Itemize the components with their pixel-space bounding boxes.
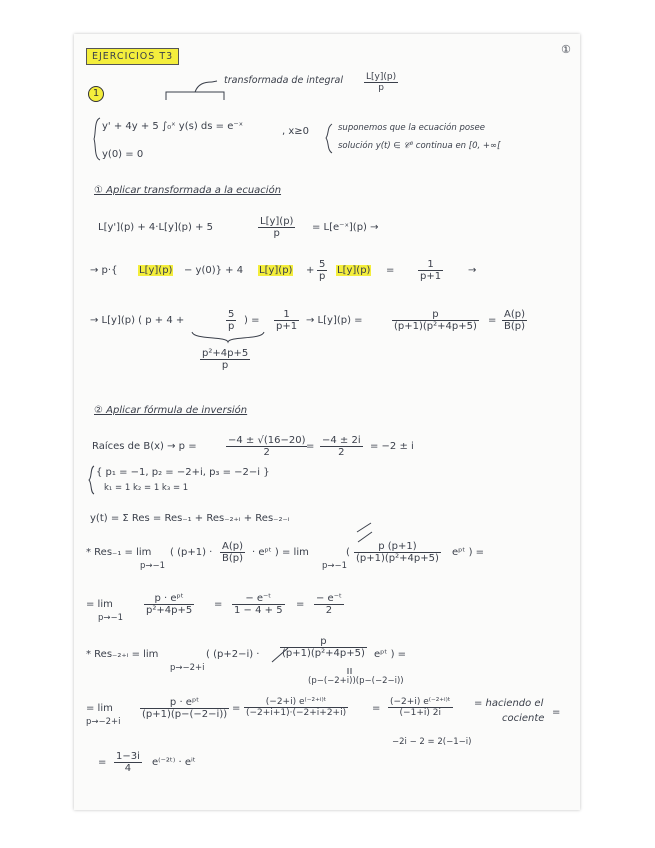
step1-line2-five-over-p: $\frac{5}{p}$: [319, 259, 326, 282]
res1-limit-sub: p→−1: [140, 561, 166, 571]
step1-underbrace-fraction: $\frac{\text{p²+4p+5}}{p}$: [202, 348, 249, 371]
roots-eq: =: [306, 441, 315, 452]
step1-line2-term3: L[y](p): [337, 265, 371, 276]
res2-factor: ( (p+2−i) ·: [206, 649, 260, 660]
res2b-lim: = lim: [86, 703, 113, 714]
residue-sum-line: y(t) = Σ Res = Res₋₁ + Res₋₂₊ᵢ + Res₋₂₋ᵢ: [90, 513, 290, 524]
roots-result: = −2 ± i: [370, 441, 414, 452]
step1-line2-rhs: $\frac{1}{p+1}$: [420, 259, 442, 282]
final-eq: =: [98, 757, 107, 768]
multiplicity-line: k₁ = 1 k₂ = 1 k₃ = 1: [104, 483, 189, 493]
page-title: EJERCICIOS T3: [86, 48, 179, 65]
res2b-eq: =: [232, 703, 241, 714]
res2b-note-2: cociente: [502, 713, 545, 724]
res2-exp: eᵖᵗ ) =: [374, 649, 407, 660]
roots-fraction: $\frac{-4 \pm √(16-20)}{2}$: [228, 435, 306, 458]
res1-close: eᵖᵗ ) =: [452, 547, 485, 558]
final-exponentials: e⁽⁻²ᵗ⁾ · eⁱᵗ: [152, 757, 196, 768]
step1-line3-result-fraction: $\frac{p}{\text{(p+1)(p²+4p+5)}}$: [394, 309, 477, 332]
res1-expanded-fraction: $\frac{p (p+1)}{\text{(p+1)(p²+4p+5)}}$: [356, 541, 439, 564]
annotation-fraction: $\frac{L[y](p)}{p}$: [366, 72, 397, 93]
step1-line3-ab-fraction: $\frac{A(p)}{B(p)}$: [504, 309, 526, 332]
res2b-calc: −2i − 2 = 2(−1−i): [392, 737, 472, 747]
res2-factorization: (p−(−2+i))(p−(−2−i)): [308, 676, 404, 686]
step1-line3-rhs: $\frac{1}{p+1}$: [276, 309, 298, 332]
handwriting-strokes: [74, 34, 580, 810]
system-equation-1: y' + 4y + 5 ∫₀ˣ y(s) ds = e⁻ˣ: [102, 121, 244, 132]
step1-line2-eq: =: [386, 265, 395, 276]
res2-fraction: $\frac{p}{\text{(p+1)(p²+4p+5)}}$: [282, 636, 365, 659]
step1-heading: ① Aplicar transformada a la ecuación: [94, 185, 282, 196]
res1b-limit-sub: p→−1: [98, 613, 124, 623]
exercise-number: 1: [88, 86, 104, 102]
step1-line2-end-arrow: →: [468, 265, 477, 276]
res1b-fraction-2: $\frac{\text{− e⁻ᵗ}}{1 - 4 + 5}$: [234, 593, 283, 616]
res1-limit-sub-2: p→−1: [322, 561, 348, 571]
annotation-text: transformada de integral: [224, 75, 343, 86]
step1-line3-close: ) =: [244, 315, 260, 326]
res2-limit-sub: p→−2+i: [170, 663, 205, 673]
res2b-fraction-2: $\frac{\text{(−2+i) e⁽⁻²⁺ⁱ⁾ᵗ}}{(-2+i+1)\cdot(-2+i+2+i)}$: [246, 697, 347, 718]
step1-line2-plus: +: [306, 265, 315, 276]
page-number: ①: [561, 43, 571, 56]
res2b-fraction: p · eᵖᵗ (p+1)(p−(−2−i)): [142, 697, 228, 720]
step1-line2-mid: − y(0)} + 4: [184, 265, 244, 276]
roots-fraction-2: $\frac{-4 \pm 2i}{2}$: [322, 435, 361, 458]
res2b-note-eq: =: [552, 707, 561, 718]
res2b-limit-sub: p→−2+i: [86, 717, 121, 727]
notebook-page: [74, 34, 580, 810]
system-condition: , x≥0: [282, 126, 310, 137]
step1-line1-left: L[y'](p) + 4·L[y](p) + 5: [98, 222, 214, 233]
res2b-fraction-3: $\frac{\text{(−2+i) e⁽⁻²⁺ⁱ⁾ᵗ}}{(-1+i) 2i}$: [390, 697, 451, 718]
step1-line3-eq: =: [488, 315, 497, 326]
res2b-eq-2: =: [372, 703, 381, 714]
system-equation-2: y(0) = 0: [102, 149, 144, 160]
res1b-fraction: p · eᵖᵗ p²+4p+5: [146, 593, 193, 616]
step1-line2-arrow: → p·{: [90, 265, 118, 276]
res1b-result: $\frac{\text{− e⁻ᵗ}}{2}$: [316, 593, 342, 616]
poles-line: { p₁ = −1, p₂ = −2+i, p₃ = −2−i }: [96, 467, 270, 478]
step1-line2-term1: L[y](p): [139, 265, 173, 276]
step1-line3-five-over-p: $\frac{5}{p}$: [228, 309, 235, 332]
step1-line3-result-label: → L[y](p) =: [306, 315, 363, 326]
res1b-eq-2: =: [296, 599, 305, 610]
roots-label: Raíces de B(x) → p =: [92, 441, 197, 452]
res1-label: * Res₋₁ = lim: [86, 547, 152, 558]
res1-open: (: [346, 547, 350, 558]
res1-factor: ( (p+1) ·: [170, 547, 213, 558]
step1-line2-term2: L[y](p): [259, 265, 293, 276]
res1-ab-fraction: $\frac{A(p)}{B(p)}$: [222, 541, 244, 564]
res1b-lim: = lim: [86, 599, 113, 610]
final-fraction: $\frac{1-3i}{4}$: [116, 751, 140, 774]
step1-line1-right: = L[e⁻ˣ](p) →: [312, 222, 379, 233]
res1b-eq: =: [214, 599, 223, 610]
assumption-line-2: solución y(t) ∈ 𝒞⁰ continua en [0, +∞[: [338, 141, 501, 151]
assumption-line-1: suponemos que la ecuación posee: [338, 123, 485, 133]
step2-heading: ② Aplicar fórmula de inversión: [94, 405, 248, 416]
step1-line1-fraction: $\frac{L[y](p)}{p}$: [260, 216, 294, 239]
res1-exp: · eᵖᵗ ) = lim: [252, 547, 309, 558]
res2b-note-1: = haciendo el: [474, 698, 544, 709]
res2-label: * Res₋₂₊ᵢ = lim: [86, 649, 159, 660]
step1-line3-left: → L[y](p) ( p + 4 +: [90, 315, 185, 326]
